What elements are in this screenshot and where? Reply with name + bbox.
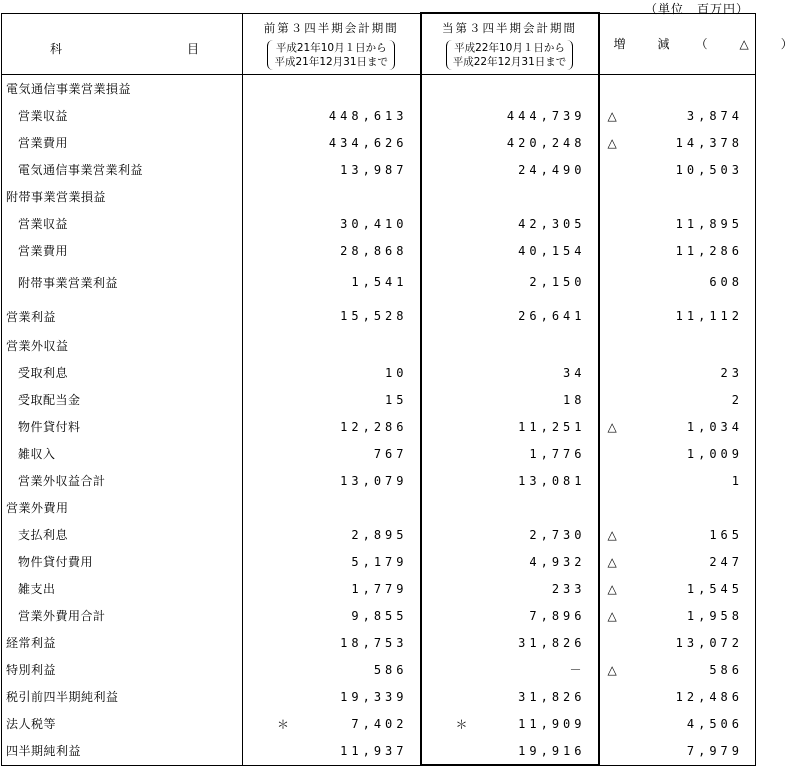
change-value-cell	[599, 237, 756, 264]
table-row	[2, 413, 756, 440]
asterisk-mark: ＊	[277, 717, 290, 731]
cur-value: －	[569, 663, 586, 677]
cur-value-cell	[421, 521, 599, 548]
prev-value: 28,868	[340, 243, 408, 258]
table-row	[2, 210, 756, 237]
cur-value-cell	[421, 467, 599, 494]
prev-value: 2,895	[351, 527, 408, 542]
cur-value-cell	[421, 629, 599, 656]
change-value-cell	[599, 494, 756, 521]
cur-value-cell	[421, 210, 599, 237]
prev-value-cell	[243, 264, 421, 300]
header-change: 増 減 （ △ ）	[599, 13, 756, 75]
row-label: 四半期純利益	[2, 737, 243, 765]
change-value: 1,958	[686, 608, 743, 623]
change-value: 3,874	[686, 108, 743, 123]
triangle-icon: △	[607, 554, 617, 569]
prev-value-cell	[243, 359, 421, 386]
cur-value: 1,776	[529, 446, 586, 461]
row-label: 附帯事業営業損益	[2, 183, 243, 210]
table-row	[2, 575, 756, 602]
change-value: 11,895	[675, 216, 743, 231]
change-value-cell	[599, 602, 756, 629]
header-prev-period	[243, 13, 421, 75]
table-row	[2, 521, 756, 548]
table-row	[2, 629, 756, 656]
row-label: 営業利益	[2, 300, 243, 332]
row-label: 物件貸付費用	[2, 548, 243, 575]
cur-value: 42,305	[518, 216, 586, 231]
prev-period-range	[267, 40, 395, 70]
prev-value: 5,179	[351, 554, 408, 569]
change-value-cell	[599, 129, 756, 156]
triangle-icon: △	[607, 608, 617, 623]
prev-value: 18,753	[340, 635, 408, 650]
cur-value-cell	[421, 332, 599, 359]
prev-value-cell	[243, 710, 421, 737]
cur-value-cell	[421, 683, 599, 710]
row-label: 雑支出	[2, 575, 243, 602]
row-label: 営業外費用	[2, 494, 243, 521]
cur-value-cell	[421, 413, 599, 440]
prev-value-cell	[243, 683, 421, 710]
prev-value: 10	[385, 365, 408, 380]
change-value-cell	[599, 156, 756, 183]
prev-value-cell	[243, 129, 421, 156]
cur-value-cell	[421, 359, 599, 386]
prev-value: 1,541	[351, 275, 408, 289]
prev-value-cell	[243, 300, 421, 332]
table-row	[2, 548, 756, 575]
prev-value: 7,402	[351, 716, 408, 731]
change-value-cell	[599, 300, 756, 332]
row-label: 税引前四半期純利益	[2, 683, 243, 710]
cur-value-cell	[421, 737, 599, 765]
change-value: 247	[709, 554, 743, 569]
prev-value-cell	[243, 413, 421, 440]
cur-value: 2,730	[529, 527, 586, 542]
cur-value: 11,251	[518, 419, 586, 434]
cur-value: 2,150	[529, 275, 586, 289]
change-value: 1,009	[686, 446, 743, 461]
row-label: 雑収入	[2, 440, 243, 467]
table-row	[2, 264, 756, 300]
prev-value: 1,779	[351, 581, 408, 596]
table-row	[2, 359, 756, 386]
change-value-cell	[599, 183, 756, 210]
change-value-cell	[599, 386, 756, 413]
table-row	[2, 183, 756, 210]
prev-value-cell	[243, 656, 421, 683]
cur-value: 7,896	[529, 608, 586, 623]
cur-value: 18	[563, 392, 586, 407]
cur-value-cell	[421, 237, 599, 264]
cur-value-cell	[421, 548, 599, 575]
prev-value-cell	[243, 629, 421, 656]
row-label: 物件貸付料	[2, 413, 243, 440]
row-label: 営業外収益合計	[2, 467, 243, 494]
cur-value-cell	[421, 386, 599, 413]
cur-period-title: 当第３四半期会計期間	[442, 21, 577, 35]
row-label: 営業収益	[2, 210, 243, 237]
prev-value-cell	[243, 575, 421, 602]
change-value: 586	[709, 662, 743, 677]
table-row	[2, 332, 756, 359]
prev-value: 30,410	[340, 216, 408, 231]
prev-value: 15,528	[340, 309, 408, 323]
cur-value-cell	[421, 494, 599, 521]
prev-value-cell	[243, 602, 421, 629]
triangle-icon: △	[607, 419, 617, 434]
change-value: 1,545	[686, 581, 743, 596]
prev-period-title: 前第３四半期会計期間	[263, 20, 399, 35]
triangle-icon: △	[607, 108, 617, 123]
table-row	[2, 467, 756, 494]
prev-value: 11,937	[340, 743, 408, 758]
header-item-char1: 科	[50, 41, 63, 56]
prev-value-cell	[243, 494, 421, 521]
cur-value: 233	[551, 581, 586, 596]
table-row	[2, 494, 756, 521]
change-value: 4,506	[686, 716, 743, 731]
cur-value: 4,932	[529, 554, 586, 569]
table-row	[2, 737, 756, 765]
change-value: 165	[709, 527, 743, 542]
prev-value-cell	[243, 548, 421, 575]
change-value-cell	[599, 629, 756, 656]
header-item	[2, 13, 243, 75]
cur-value-cell	[421, 183, 599, 210]
change-value: 14,378	[675, 135, 743, 150]
change-value: 608	[709, 275, 743, 289]
table-row	[2, 102, 756, 129]
cur-value: 31,826	[518, 689, 586, 704]
cur-value: 34	[563, 365, 586, 380]
triangle-icon: △	[607, 527, 617, 542]
cur-value-cell	[421, 156, 599, 183]
table-row	[2, 237, 756, 264]
table-row	[2, 156, 756, 183]
change-value-cell	[599, 710, 756, 737]
cur-value: 420,248	[506, 135, 586, 150]
prev-value: 13,079	[340, 473, 408, 488]
prev-value-cell	[243, 737, 421, 765]
change-value-cell	[599, 656, 756, 683]
prev-period-to: 平成21年12月31日まで	[274, 55, 389, 68]
triangle-icon: △	[607, 135, 617, 150]
row-label: 電気通信事業営業損益	[2, 75, 243, 103]
cur-value: 11,909	[518, 716, 586, 731]
prev-value: 15	[385, 392, 408, 407]
unit-label: （単位 百万円）	[644, 2, 749, 16]
prev-value-cell	[243, 183, 421, 210]
cur-period-to: 平成22年12月31日まで	[452, 56, 567, 68]
prev-value-cell	[243, 440, 421, 467]
table-row	[2, 602, 756, 629]
row-label: 営業収益	[2, 102, 243, 129]
change-value-cell	[599, 359, 756, 386]
cur-value-cell	[421, 75, 599, 103]
table-row	[2, 75, 756, 103]
change-value-cell	[599, 332, 756, 359]
prev-value-cell	[243, 75, 421, 103]
row-label: 営業外収益	[2, 332, 243, 359]
prev-value-cell	[243, 210, 421, 237]
cur-period-range	[446, 40, 574, 70]
cur-value-cell	[421, 710, 599, 737]
prev-value: 13,987	[340, 162, 408, 177]
change-value: 1	[731, 473, 743, 488]
cur-value: 444,739	[506, 108, 586, 123]
change-value-cell	[599, 548, 756, 575]
prev-value-cell	[243, 237, 421, 264]
change-value-cell	[599, 683, 756, 710]
table-row	[2, 300, 756, 332]
prev-value-cell	[243, 467, 421, 494]
row-label: 附帯事業営業利益	[2, 264, 243, 300]
header-row	[2, 13, 756, 75]
row-label: 法人税等	[2, 710, 243, 737]
row-label: 営業費用	[2, 129, 243, 156]
change-value: 23	[720, 365, 743, 380]
table-row	[2, 656, 756, 683]
cur-value: 13,081	[518, 473, 586, 488]
prev-value-cell	[243, 521, 421, 548]
change-value: 11,112	[675, 309, 743, 323]
change-value-cell	[599, 521, 756, 548]
prev-value: 19,339	[340, 689, 408, 704]
triangle-icon: △	[607, 662, 617, 677]
cur-value-cell	[421, 656, 599, 683]
cur-value: 26,641	[518, 309, 586, 323]
change-value: 1,034	[686, 419, 743, 434]
prev-value-cell	[243, 156, 421, 183]
table-row	[2, 386, 756, 413]
table-row	[2, 710, 756, 737]
row-label: 特別利益	[2, 656, 243, 683]
prev-value: 767	[373, 446, 408, 461]
cur-value: 31,826	[518, 635, 586, 650]
change-value-cell	[599, 102, 756, 129]
change-value-cell	[599, 440, 756, 467]
prev-value: 9,855	[351, 608, 408, 623]
row-label: 電気通信事業営業利益	[2, 156, 243, 183]
cur-value-cell	[421, 575, 599, 602]
change-value-cell	[599, 264, 756, 300]
income-statement-table	[1, 12, 803, 766]
cur-period-from: 平成22年10月１日から	[454, 42, 565, 54]
cur-value-cell	[421, 102, 599, 129]
row-label: 営業外費用合計	[2, 602, 243, 629]
change-value-cell	[599, 75, 756, 103]
cur-value: 24,490	[518, 162, 586, 177]
cur-value-cell	[421, 129, 599, 156]
cur-value-cell	[421, 440, 599, 467]
prev-value-cell	[243, 332, 421, 359]
cur-value-cell	[421, 264, 599, 300]
row-label: 経常利益	[2, 629, 243, 656]
change-value: 7,979	[686, 743, 743, 758]
prev-value: 12,286	[340, 419, 408, 434]
table-row	[2, 683, 756, 710]
row-label: 営業費用	[2, 237, 243, 264]
prev-period-from: 平成21年10月１日から	[275, 41, 387, 54]
change-value: 10,503	[675, 162, 743, 177]
header-item-char2: 目	[187, 41, 200, 56]
triangle-icon: △	[607, 581, 617, 596]
prev-value-cell	[243, 102, 421, 129]
row-label: 受取利息	[2, 359, 243, 386]
prev-value-cell	[243, 386, 421, 413]
change-value-cell	[599, 467, 756, 494]
table-row	[2, 440, 756, 467]
prev-value: 448,613	[328, 108, 408, 123]
change-value-cell	[599, 413, 756, 440]
cur-value: 40,154	[518, 243, 586, 258]
cur-value-cell	[421, 602, 599, 629]
table-row	[2, 129, 756, 156]
asterisk-mark: ＊	[455, 717, 468, 731]
change-value-cell	[599, 737, 756, 765]
prev-value: 586	[373, 662, 408, 677]
change-value-cell	[599, 210, 756, 237]
change-value: 11,286	[675, 243, 743, 258]
change-value: 2	[731, 392, 743, 407]
change-value: 13,072	[675, 635, 743, 650]
prev-value: 434,626	[328, 135, 408, 150]
cur-value: 19,916	[518, 743, 586, 758]
row-label: 支払利息	[2, 521, 243, 548]
change-value: 12,486	[675, 689, 743, 704]
header-cur-period	[421, 13, 599, 75]
row-label: 受取配当金	[2, 386, 243, 413]
cur-value-cell	[421, 300, 599, 332]
change-value-cell	[599, 575, 756, 602]
